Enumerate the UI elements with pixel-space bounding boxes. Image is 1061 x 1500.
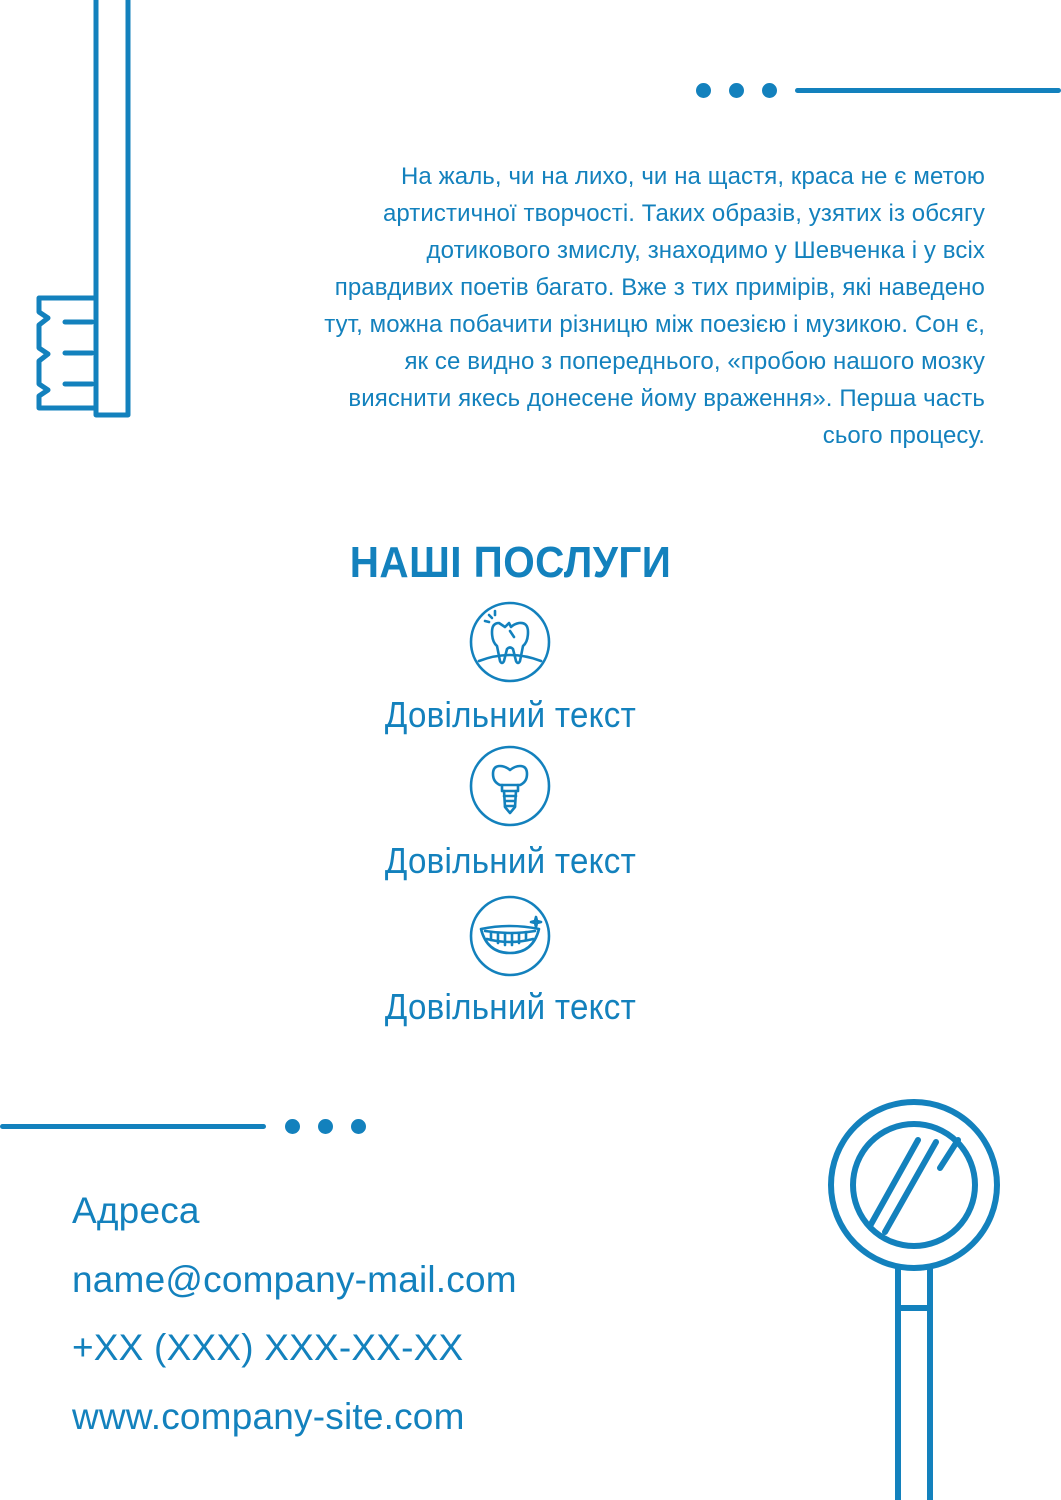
intro-line: тут, можна побачити різницю між поезією і музикою. Сон є,	[324, 311, 985, 338]
decor-line	[0, 1124, 266, 1129]
decor-dot	[318, 1119, 333, 1134]
decor-dot	[729, 83, 744, 98]
contact-phone[interactable]: +XX (XXX) XXX-XX-XX	[72, 1327, 464, 1368]
toothbrush-icon	[30, 0, 140, 425]
decor-dot	[285, 1119, 300, 1134]
intro-line: як се видно з попереднього, «пробою нашого мозку	[404, 348, 985, 375]
decor-line	[795, 88, 1061, 93]
services-title: НАШІ ПОСЛУГИ	[349, 538, 672, 587]
service-label: Довільний текст	[384, 694, 637, 735]
intro-paragraph	[230, 158, 985, 454]
intro-line: вияснити якесь донесене йому враження». Перша часть	[348, 385, 985, 412]
contact-address: Адреса	[72, 1190, 200, 1231]
decor-dot	[696, 83, 711, 98]
dental-mirror-icon	[822, 1098, 1006, 1500]
intro-line: артистичної творчості. Таких образів, узятих із обсягу	[382, 200, 985, 227]
intro-line: сього процесу.	[822, 422, 985, 449]
intro-line: На жаль, чи на лихо, чи на щастя, краса не є метою	[400, 163, 985, 190]
decor-dot	[762, 83, 777, 98]
broken-tooth-icon	[469, 601, 551, 683]
intro-line: правдивих поетів багато. Вже з тих примірів, які наведено	[334, 274, 985, 301]
service-label: Довільний текст	[384, 840, 637, 881]
service-label: Довільний текст	[384, 986, 637, 1027]
smile-teeth-icon	[469, 895, 551, 977]
decor-dot	[351, 1119, 366, 1134]
dental-implant-icon	[469, 745, 551, 827]
contact-website[interactable]: www.company-site.com	[72, 1396, 465, 1437]
intro-line: дотикового змислу, знаходимо у Шевченка і у всіх	[426, 237, 985, 264]
contact-email[interactable]: name@company-mail.com	[72, 1259, 517, 1300]
